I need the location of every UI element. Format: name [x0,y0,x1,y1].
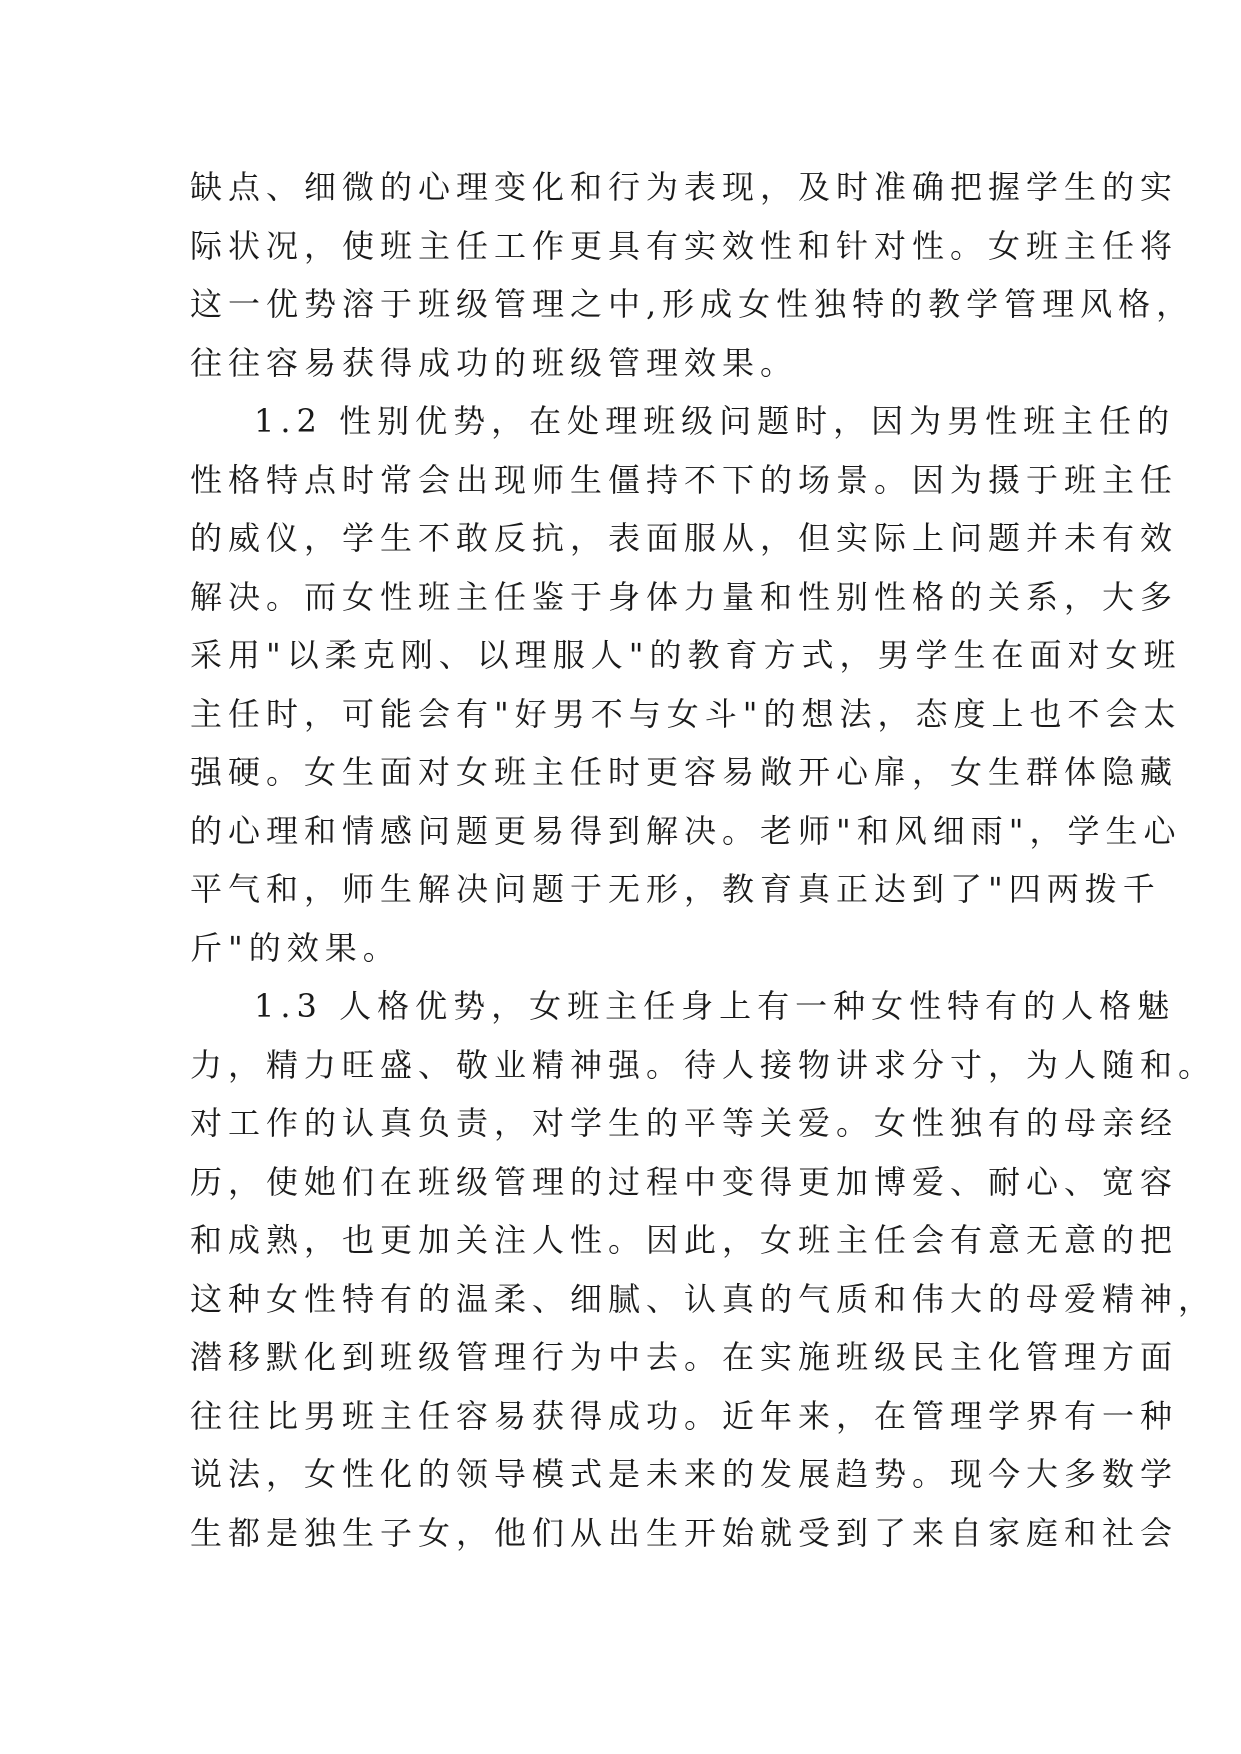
text-line: 平气和，师生解决问题于无形，教育真正达到了"四两拨千 [190,870,1161,908]
section-1-3-first-line: 1.3 人格优势，女班主任身上有一种女性特有的人格魅 [254,987,1176,1025]
text-line: 说法，女性化的领导模式是未来的发展趋势。现今大多数学 [190,1455,1179,1493]
text-line: 生都是独生子女，他们从出生开始就受到了来自家庭和社会 [190,1513,1179,1552]
text-line: 际状况，使班主任工作更具有实效性和针对性。女班主任将 [190,226,1179,265]
body-text [190,158,1217,1562]
text-line: 主任时，可能会有"好男不与女斗"的想法，态度上也不会太 [190,694,1182,733]
text-line: 斤"的效果。 [190,928,401,967]
text-line: 解决。而女性班主任鉴于身体力量和性别性格的关系，大多 [190,577,1179,616]
text-line: 的威仪，学生不敢反抗，表面服从，但实际上问题并未有效 [190,519,1179,557]
text-line: 潜移默化到班级管理行为中去。在实施班级民主化管理方面 [190,1338,1179,1376]
text-line: 采用"以柔克刚、以理服人"的教育方式，男学生在面对女班 [190,636,1182,674]
text-line: 力，精力旺盛、敬业精神强。待人接物讲求分寸，为人随和。 [190,1045,1217,1084]
text-line: 缺点、细微的心理变化和行为表现，及时准确把握学生的实 [190,168,1179,206]
text-line: 往往比男班主任容易获得成功。近年来，在管理学界有一种 [190,1396,1179,1435]
text-line: 往往容易获得成功的班级管理效果。 [190,343,799,382]
text-line: 和成熟，也更加关注人性。因此，女班主任会有意无意的把 [190,1221,1179,1259]
text-line: 这种女性特有的温柔、细腻、认真的气质和伟大的母爱精神， [190,1279,1217,1318]
text-line: 强硬。女生面对女班主任时更容易敞开心扉，女生群体隐藏 [190,753,1179,791]
text-line: 的心理和情感问题更易得到解决。老师"和风细雨"，学生心 [190,811,1182,850]
text-line: 这一优势溶于班级管理之中,形成女性独特的教学管理风格， [190,285,1195,323]
text-line: 性格特点时常会出现师生僵持不下的场景。因为摄于班主任 [190,460,1179,499]
text-line: 对工作的认真负责，对学生的平等关爱。女性独有的母亲经 [190,1104,1179,1142]
section-1-2-first-line: 1.2 性别优势，在处理班级问题时，因为男性班主任的 [254,402,1176,440]
text-line: 历，使她们在班级管理的过程中变得更加博爱、耐心、宽容 [190,1162,1179,1201]
